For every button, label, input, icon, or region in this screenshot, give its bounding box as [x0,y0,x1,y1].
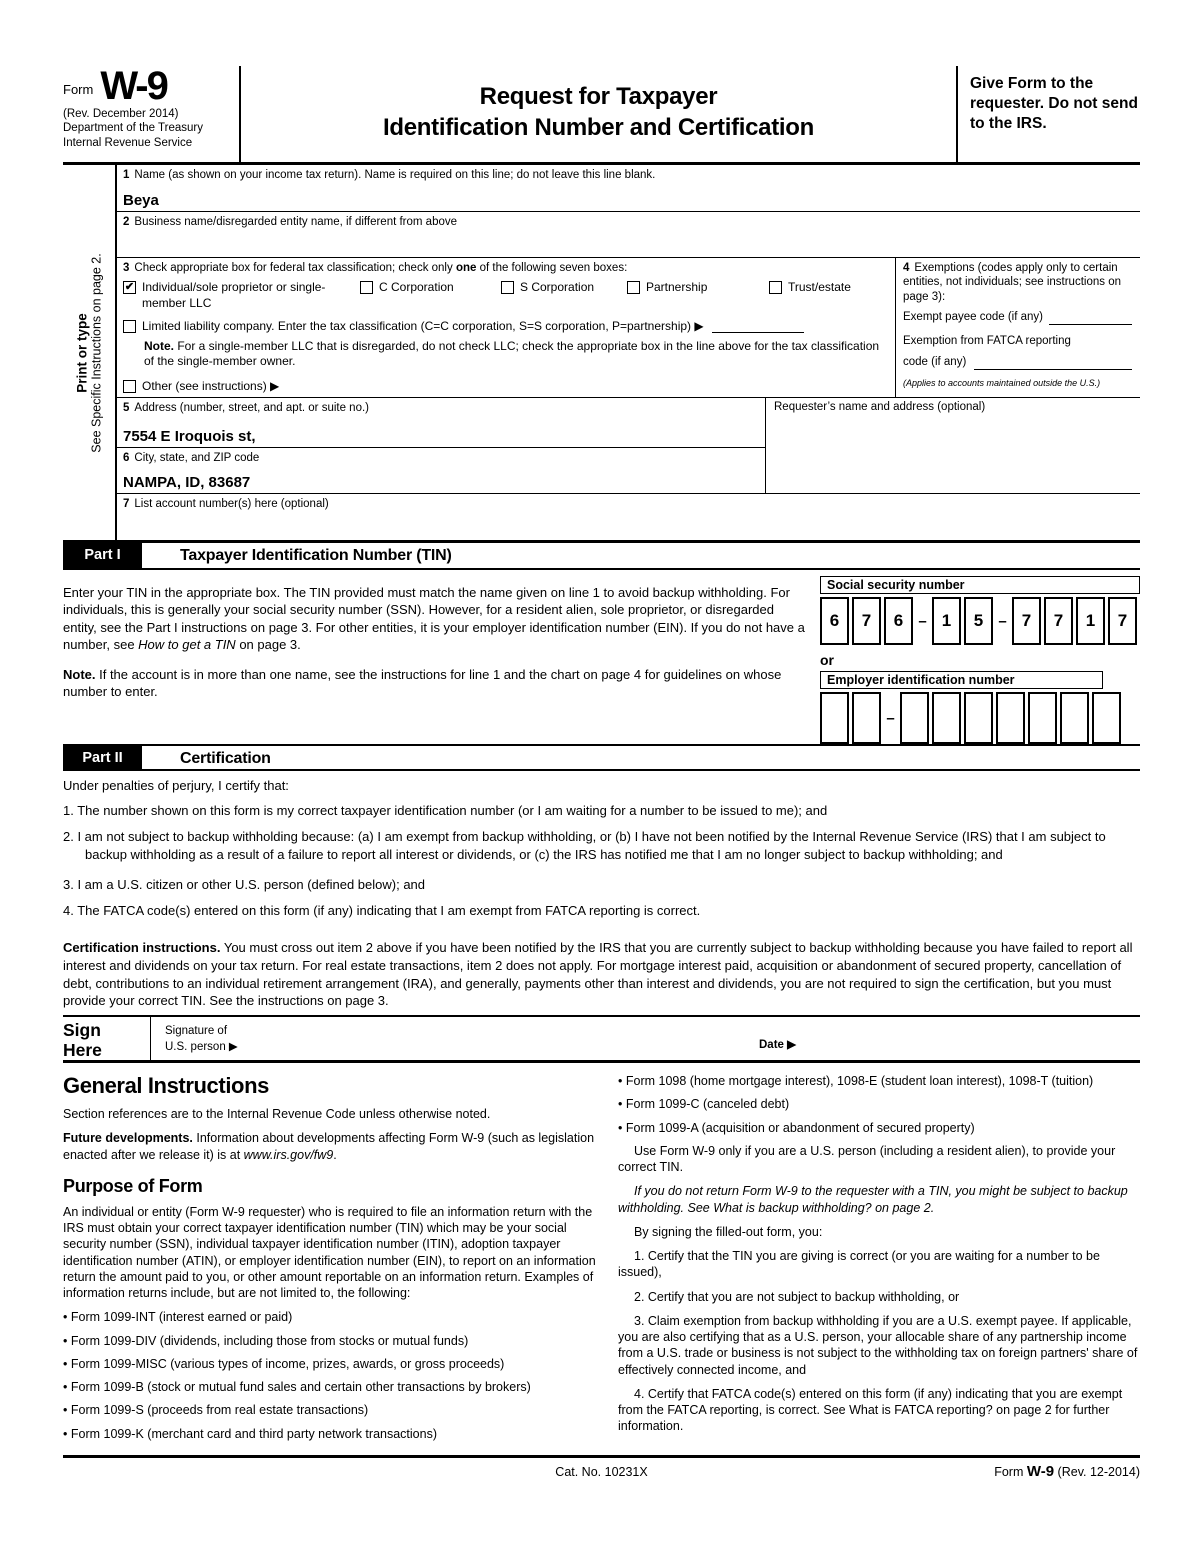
ssn-dash: – [918,612,927,630]
city-state-zip-value[interactable]: NAMPA, ID, 83687 [123,474,251,491]
name-value[interactable]: Beya [123,192,159,209]
c-corporation-checkbox[interactable] [360,281,373,294]
c-corporation-checkbox-label: C Corporation [379,280,454,295]
ein-digit-box[interactable] [1028,692,1057,744]
part1-bar [63,543,1140,570]
certification-item-4: 4. The FATCA code(s) entered on this form (if any) indicating that I am exempt from FATCA reporting is correct. [63,903,701,919]
ssn-digit-row [820,597,1140,645]
ein-digit-box[interactable] [820,692,849,744]
checkbox-item-c-corp [360,280,501,311]
field-row-classification [117,258,1140,398]
general-instructions-section [63,1063,1140,1451]
field-row-address [117,398,765,448]
bullet-1099-b: • Form 1099-B (stock or mutual fund sales and certain other transactions by brokers) [63,1379,600,1395]
form-word: Form [63,82,94,97]
form-revision: (Rev. December 2014) [63,108,179,120]
checkbox-item-llc [123,319,887,333]
irs-url: www.irs.gov/fw9 [243,1147,334,1162]
backup-withholding-paragraph: If you do not return Form W-9 to the requester with a TIN, you might be subject to backup withholding. See What is backup withholding? on page 2. [618,1184,1128,1215]
field3-number: 3 [123,262,130,274]
form-number: W-9 [100,64,167,108]
other-checkbox[interactable] [123,380,136,393]
llc-classification-blank[interactable] [712,319,804,333]
ssn-digit-box[interactable]: 6 [820,597,849,645]
ein-digit-row [820,692,1140,744]
field7-label: List account number(s) here (optional) [134,498,329,510]
bullet-1099-div: • Form 1099-DIV (dividends, including those from stocks or mutual funds) [63,1333,600,1349]
llc-checkbox-label: Limited liability company. Enter the tax classification (C=C corporation, S=S corporation, P=partnership) ▶ [142,318,704,333]
section-references-paragraph: Section references are to the Internal Revenue Code unless otherwise noted. [63,1107,491,1122]
certification-item-1: 1. The number shown on this form is my correct taxpayer identification number (or I am waiting for a number to be issued to me); and [63,803,828,818]
future-developments-paragraph: Future developments. Information about developments affecting Form W-9 (such as legislation enacted after we release it) is at www.irs.gov/fw9. [63,1131,595,1162]
part1-body: Enter your TIN in the appropriate box. The TIN provided must match the name given on line 1 to avoid backup withholding. For individuals, this is generally your social security number (SSN). However, for a resident alien, sole proprietor, or disregarded entity, see the Part I instructions on page 3. For other entities, it is your employer identification number (EIN). If you do not have a number, see How to get a TIN on page 3. [63,585,805,653]
ein-digit-box[interactable] [932,692,961,744]
llc-note-bold: Note. [144,338,174,353]
checkbox-item-individual [123,280,360,311]
ssn-digit-box[interactable]: 7 [852,597,881,645]
fatca-code-blank[interactable] [974,357,1132,370]
field1-label: Name (as shown on your income tax return). Name is required on this line; do not leave this line blank. [134,169,656,181]
ein-dash: – [886,709,895,727]
field-row-account-numbers [117,494,1140,540]
certification-item-2: 2. I am not subject to backup withholding because: (a) I am exempt from backup withholding, or (b) I have not been notified by the Internal Revenue Service (IRS) that I am subject to backup withholding as a result of a failure to report all interest or dividends, or (c) the IRS has notified me that I am no longer subject to backup withholding; and [63,829,1106,862]
sign-here-label: Sign Here [63,1020,102,1060]
part1-note: Note. If the account is in more than one name, see the instructions for line 1 and the chart on page 4 for guidelines on whose number to enter. [63,666,782,700]
general-instructions-heading: General Instructions [63,1073,269,1099]
partnership-checkbox-label: Partnership [646,280,708,295]
form-service: Internal Revenue Service [63,136,193,149]
certification-instructions: Certification instructions. You must cross out item 2 above if you have been notified by the IRS that you are currently subject to backup withholding because you have failed to report all interest and dividends on your tax return. For real estate transactions, item 2 does not apply. For mortgage interest paid, acquisition or abandonment of secured property, cancellation of debt, contributions to an individual retirement arrangement (IRA), and generally, payments other than interest and dividends, you are not required to sign the certification, but you must provide your correct TIN. See the instructions on page 3. [63,940,1133,1009]
individual-checkbox-label: Individual/sole proprietor or single-member LLC [142,280,326,310]
form-title-line2: Identification Number and Certification [383,113,814,141]
checkbox-item-partnership [627,280,769,311]
signature-input-area[interactable] [311,1032,720,1052]
certification-intro: Under penalties of perjury, I certify that: [63,778,289,793]
bullet-1099-a: • Form 1099-A (acquisition or abandonment of secured property) [618,1120,1140,1136]
date-input-area[interactable] [801,1032,1130,1052]
field2-number: 2 [123,216,130,228]
form-id-block [63,66,241,162]
signature-label-line2: U.S. person ▶ [165,1041,238,1054]
bullet-1099-s: • Form 1099-S (proceeds from real estate transactions) [63,1402,600,1418]
field-row-business-name [117,212,1140,258]
ein-digit-box[interactable] [900,692,929,744]
llc-checkbox[interactable] [123,320,136,333]
see-instructions-label: See Specific Instructions on page 2. [89,252,104,453]
bullet-1099-k: • Form 1099-K (merchant card and third party network transactions) [63,1426,600,1442]
other-checkbox-label: Other (see instructions) ▶ [142,378,280,393]
trust-estate-checkbox-label: Trust/estate [788,280,851,295]
fatca-label-line2: code (if any) [903,356,967,368]
field-row-city [117,448,765,493]
address-value[interactable]: 7554 E Iroquois st, [123,428,256,445]
ein-digit-box[interactable] [996,692,1025,744]
part1-title: Taxpayer Identification Number (TIN) [180,547,452,564]
side-strip [63,165,115,540]
trust-estate-checkbox[interactable] [769,281,782,294]
individual-checkbox[interactable]: ✔ [124,281,135,294]
signature-label-line1: Signature of [165,1025,228,1038]
by-signing-paragraph: By signing the filled-out form, you: [634,1224,823,1239]
purpose-paragraph: An individual or entity (Form W-9 requester) who is required to file an information return with the IRS must obtain your correct taxpayer identification number (TIN) which may be your social security number (SSN), individual taxpayer identification number (ITIN), adoption taxpayer identification number (ATIN), or employer identification number (EIN), to report on an information return the amount paid to you, or other amount reportable on an information return. Examples of information returns include, but are not limited to, the following: [63,1204,596,1301]
ein-digit-box[interactable] [852,692,881,744]
field6-label: City, state, and ZIP code [134,452,260,464]
ein-digit-box[interactable] [1092,692,1121,744]
bullet-1098: • Form 1098 (home mortgage interest), 1098-E (student loan interest), 1098-T (tuition) [618,1073,1140,1089]
field5-number: 5 [123,402,130,414]
part1-label: Part I [63,543,142,568]
requester-label: Requester’s name and address (optional) [774,401,986,413]
field4-label: Exemptions (codes apply only to certain entities, not individuals; see instructions on page 3): [903,262,1121,303]
exempt-payee-label: Exempt payee code (if any) [903,311,1043,324]
form-department: Department of the Treasury [63,122,203,135]
or-label: or [820,652,834,668]
ssn-digit-box[interactable]: 7 [1012,597,1041,645]
form-title-line1: Request for Taxpayer [479,83,718,110]
footer [63,1458,1140,1488]
ssn-label-box: Social security number [820,576,1140,594]
exemptions-box [895,258,1140,397]
llc-note-text: For a single-member LLC that is disregarded, do not check LLC; check the appropriate box in the line above for the tax classification of the single-member owner. [144,338,880,369]
fatca-label-line1: Exemption from FATCA reporting [903,335,1071,348]
field4-number: 4 [903,262,910,274]
s-corporation-checkbox[interactable] [501,281,514,294]
signing-item-3: 3. Claim exemption from backup withholding if you are a U.S. exempt payee. If applicable, you are also certifying that as a U.S. person, your allocable share of any partnership income from a U.S. trade or business is not subject to the withholding tax on foreign partners' share of effectively connected income, and [618,1313,1138,1377]
sign-here-row [63,1015,1140,1063]
checkbox-item-other [123,379,887,393]
use-form-paragraph: Use Form W-9 only if you are a U.S. person (including a resident alien), to provide your correct TIN. [618,1143,1116,1175]
how-to-get-tin-ref: How to get a TIN [138,637,236,653]
ein-digit-box[interactable] [1060,692,1089,744]
form-header [63,66,1140,165]
checkbox-item-trust [769,280,851,311]
part2-title: Certification [180,750,271,767]
s-corporation-checkbox-label: S Corporation [520,280,595,295]
part2-label: Part II [63,746,142,769]
form-title-block [241,66,956,162]
field-row-name [117,165,1140,212]
part1-content [63,570,1140,744]
ein-label-box: Employer identification number [820,671,1103,689]
ssn-digit-box[interactable]: 1 [932,597,961,645]
signing-item-1: 1. Certify that the TIN you are giving is correct (or you are waiting for a number to be issued), [618,1249,1100,1280]
partnership-checkbox[interactable] [627,281,640,294]
field1-number: 1 [123,169,130,181]
catalog-number: Cat. No. 10231X [555,1465,648,1480]
field7-number: 7 [123,498,130,510]
purpose-of-form-heading: Purpose of Form [63,1175,203,1196]
signing-item-2: 2. Certify that you are not subject to backup withholding, or [634,1289,960,1304]
footer-form-id: Form W-9 (Rev. 12-2014) [994,1463,1140,1481]
form-fields-section [63,165,1140,543]
signing-item-4: 4. Certify that FATCA code(s) entered on this form (if any) indicating that you are exempt from the FATCA reporting, is correct. See What is FATCA reporting? on page 2 for further information. [618,1386,1123,1434]
llc-note [144,339,887,370]
bullet-1099-c: • Form 1099-C (canceled debt) [618,1096,1140,1112]
certification-item-3: 3. I am a U.S. citizen or other U.S. person (defined below); and [63,876,426,892]
part2-content [63,778,1140,1010]
field3-label-post: of the following seven boxes: [476,262,628,274]
print-or-type-note [75,253,104,452]
field5-label: Address (number, street, and apt. or suite no.) [134,402,369,414]
field3-label-one: one [455,262,477,274]
exempt-payee-blank[interactable] [1049,312,1132,325]
part2-bar [63,744,1140,771]
print-or-type-label: Print or type [74,312,90,393]
ssn-digit-box[interactable]: 6 [884,597,913,645]
ssn-dash: – [998,612,1007,630]
bullet-1099-int: • Form 1099-INT (interest earned or paid) [63,1309,600,1325]
field2-label: Business name/disregarded entity name, if different from above [134,216,458,228]
field6-number: 6 [123,452,130,464]
date-label: Date ▶ [759,1039,796,1051]
bullet-1099-misc: • Form 1099-MISC (various types of income, prizes, awards, or gross proceeds) [63,1356,600,1372]
ein-digit-box[interactable] [964,692,993,744]
applies-note: (Applies to accounts maintained outside the U.S.) [903,377,1101,388]
ssn-digit-box[interactable]: 5 [964,597,993,645]
requester-box[interactable] [765,398,1140,493]
give-form-note: Give Form to the requester. Do not send to the IRS. [956,66,1140,162]
ssn-digit-box[interactable]: 1 [1076,597,1105,645]
field3-label-pre: Check appropriate box for federal tax classification; check only [134,262,456,274]
ssn-digit-box[interactable]: 7 [1108,597,1137,645]
checkbox-item-s-corp [501,280,627,311]
ssn-digit-box[interactable]: 7 [1044,597,1073,645]
